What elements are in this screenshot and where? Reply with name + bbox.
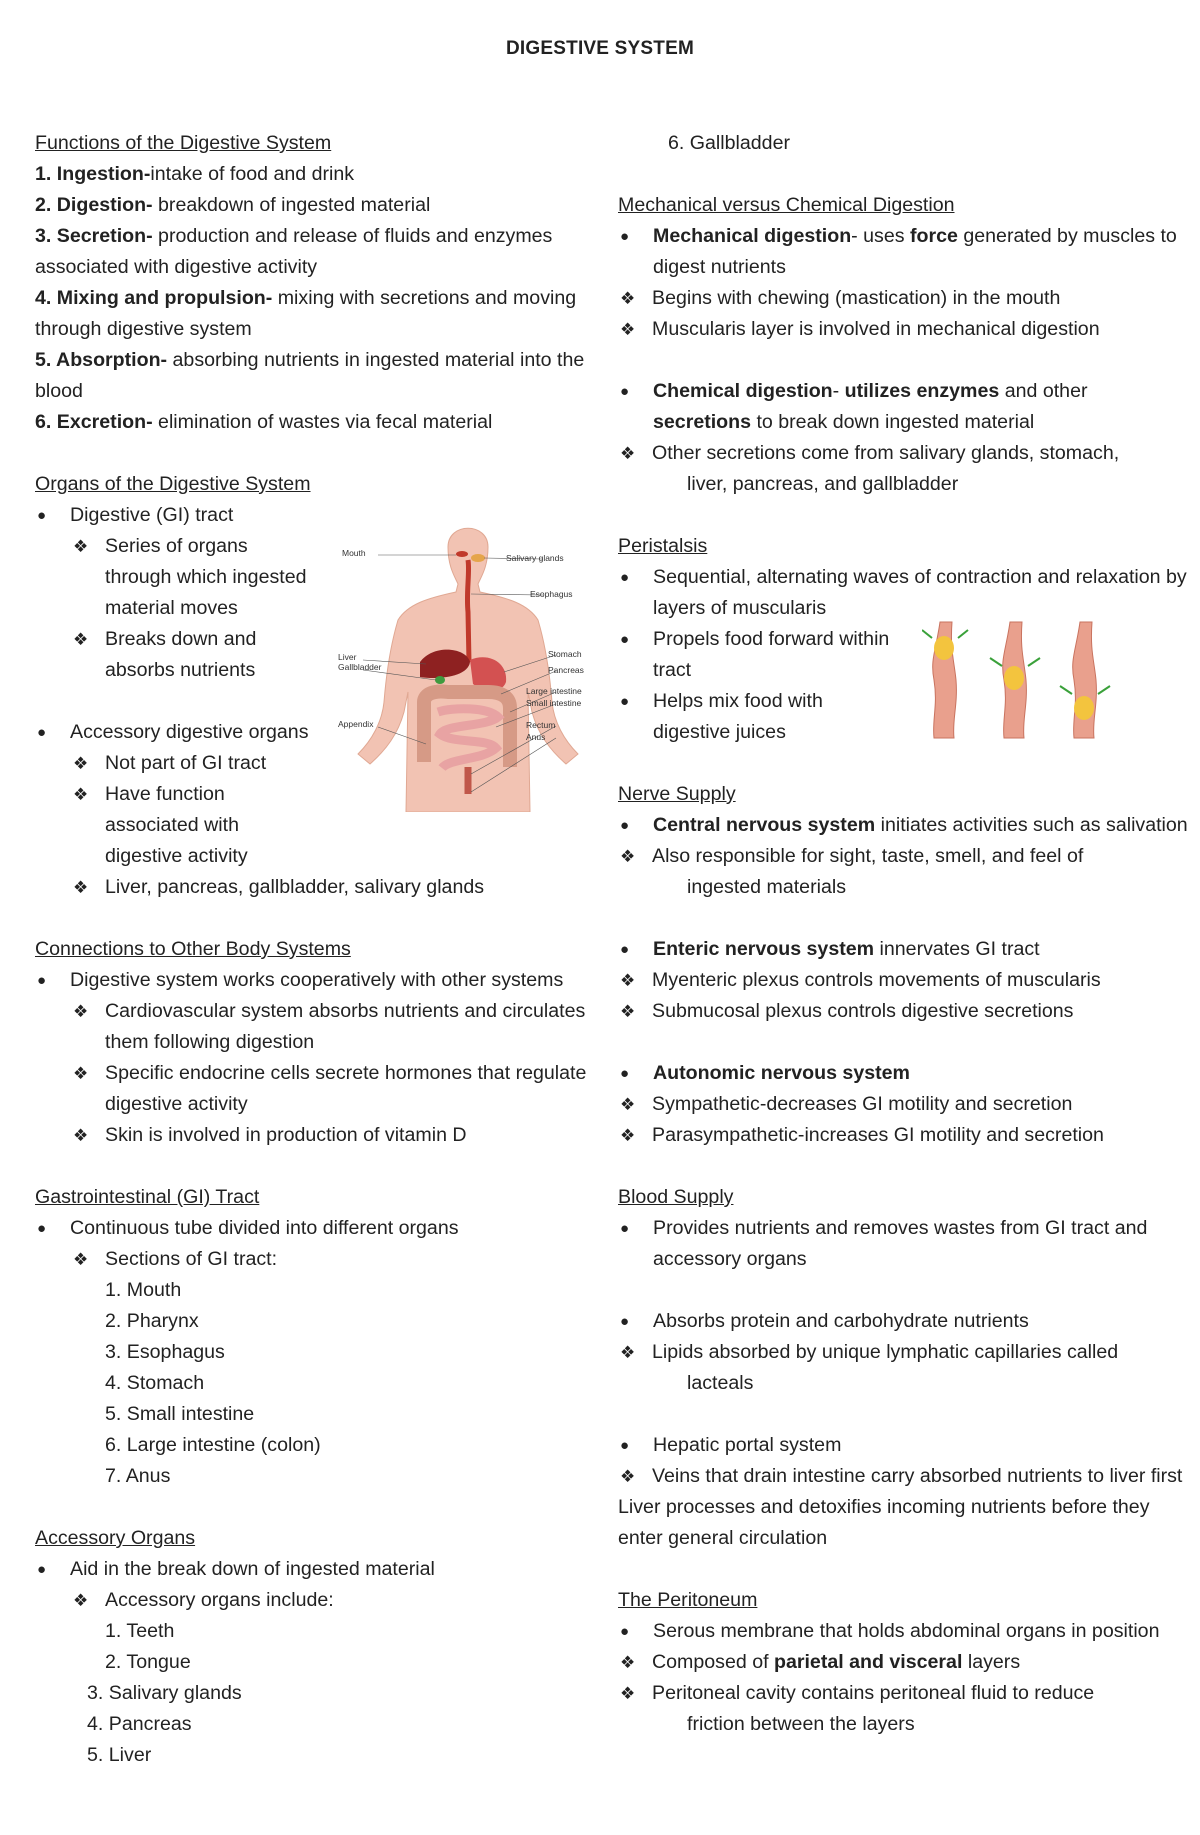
list-item: ● Absorbs protein and carbohydrate nutrients bbox=[618, 1306, 1178, 1337]
numbered-item: 4. Pancreas bbox=[87, 1713, 192, 1735]
list-subitem: ❖ Liver, pancreas, gallbladder, salivary glands bbox=[35, 872, 595, 903]
list-item-cont: tract bbox=[653, 659, 692, 681]
figure-label-stomach: Stomach bbox=[548, 649, 582, 659]
numbered-item: 7. Anus bbox=[105, 1465, 171, 1487]
function-item: 6. Excretion- elimination of wastes via fecal material bbox=[35, 411, 493, 433]
figure-label-rectum: Rectum bbox=[526, 720, 556, 730]
figure-label-mouth: Mouth bbox=[342, 548, 366, 558]
list-subitem: ❖ Sections of GI tract: bbox=[35, 1244, 595, 1275]
numbered-item: 4. Stomach bbox=[105, 1372, 205, 1394]
list-item-cont: digestive juices bbox=[653, 721, 786, 743]
figure-label-large-intestine: Large intestine bbox=[526, 686, 582, 696]
list-subitem: ❖ Peritoneal cavity contains peritoneal fluid to reduce bbox=[618, 1678, 1178, 1709]
numbered-item: 6. Gallbladder bbox=[668, 132, 790, 154]
section-heading-functions: Functions of the Digestive System bbox=[35, 132, 332, 154]
list-subitem-cont: digestive activity bbox=[105, 845, 248, 867]
list-subitem: ❖ Have function bbox=[35, 779, 595, 810]
list-subitem: ❖ Veins that drain intestine carry absorbed nutrients to liver first bbox=[618, 1461, 1178, 1492]
list-subitem-cont: lacteals bbox=[687, 1372, 754, 1394]
section-heading-organs: Organs of the Digestive System bbox=[35, 473, 311, 495]
list-subitem-cont: through which ingested bbox=[105, 566, 307, 588]
figure-label-salivary-glands: Salivary glands bbox=[506, 553, 564, 563]
list-item-cont: digest nutrients bbox=[653, 256, 786, 278]
list-subitem: ❖ Not part of GI tract bbox=[35, 748, 595, 779]
numbered-item: 1. Mouth bbox=[105, 1279, 182, 1301]
list-subitem: ❖ Cardiovascular system absorbs nutrients and circulates bbox=[35, 996, 595, 1027]
list-item: ● Provides nutrients and removes wastes from GI tract and bbox=[618, 1213, 1178, 1244]
list-subitem: ❖ Series of organs bbox=[35, 531, 595, 562]
function-item-cont: blood bbox=[35, 380, 83, 402]
list-subitem: ❖ Specific endocrine cells secrete hormones that regulate bbox=[35, 1058, 595, 1089]
list-item: ● Enteric nervous system innervates GI tract bbox=[618, 934, 1178, 965]
section-heading-peristalsis: Peristalsis bbox=[618, 535, 708, 557]
list-subitem: ❖ Composed of parietal and visceral layers bbox=[618, 1647, 1178, 1678]
list-subitem-cont: digestive activity bbox=[105, 1093, 248, 1115]
section-heading-connections: Connections to Other Body Systems bbox=[35, 938, 351, 960]
right-column bbox=[618, 128, 1188, 1740]
list-item-cont: accessory organs bbox=[653, 1248, 807, 1270]
list-item: ● Propels food forward within bbox=[618, 624, 1178, 655]
list-item: ● Continuous tube divided into different organs bbox=[35, 1213, 595, 1244]
numbered-item: 1. Teeth bbox=[105, 1620, 175, 1642]
figure-label-anus: Anus bbox=[526, 732, 546, 742]
section-heading-blood-supply: Blood Supply bbox=[618, 1186, 734, 1208]
section-heading-mechanical-chemical: Mechanical versus Chemical Digestion bbox=[618, 194, 955, 216]
list-item: ● Central nervous system initiates activities such as salivation bbox=[618, 810, 1178, 841]
section-heading-peritoneum: The Peritoneum bbox=[618, 1589, 758, 1611]
list-item: ● Sequential, alternating waves of contraction and relaxation by bbox=[618, 562, 1178, 593]
function-item: 4. Mixing and propulsion- mixing with secretions and moving bbox=[35, 287, 577, 309]
list-subitem: ❖ Parasympathetic-increases GI motility and secretion bbox=[618, 1120, 1178, 1151]
list-subitem: ❖ Sympathetic-decreases GI motility and secretion bbox=[618, 1089, 1178, 1120]
list-subitem: ❖ Lipids absorbed by unique lymphatic capillaries called bbox=[618, 1337, 1178, 1368]
page-title: DIGESTIVE SYSTEM bbox=[506, 38, 694, 59]
list-subitem: ❖ Muscularis layer is involved in mechanical digestion bbox=[618, 314, 1178, 345]
list-item: ● Helps mix food with bbox=[618, 686, 1178, 717]
list-subitem: ❖ Begins with chewing (mastication) in the mouth bbox=[618, 283, 1178, 314]
list-subitem: ❖ Skin is involved in production of vitamin D bbox=[35, 1120, 595, 1151]
list-subitem-cont: them following digestion bbox=[105, 1031, 315, 1053]
list-subitem: ❖ Other secretions come from salivary glands, stomach, bbox=[618, 438, 1178, 469]
numbered-item: 2. Pharynx bbox=[105, 1310, 199, 1332]
list-subitem-cont: ingested materials bbox=[687, 876, 847, 898]
paragraph-line: enter general circulation bbox=[618, 1527, 828, 1549]
left-column bbox=[35, 128, 595, 1771]
numbered-item: 6. Large intestine (colon) bbox=[105, 1434, 321, 1456]
list-item-cont: secretions to break down ingested material bbox=[653, 411, 1035, 433]
list-subitem: ❖ Breaks down and bbox=[35, 624, 595, 655]
numbered-item: 2. Tongue bbox=[105, 1651, 191, 1673]
numbered-item: 5. Small intestine bbox=[105, 1403, 255, 1425]
section-heading-gi-tract: Gastrointestinal (GI) Tract bbox=[35, 1186, 260, 1208]
function-item-cont: through digestive system bbox=[35, 318, 252, 340]
list-subitem-cont: associated with bbox=[105, 814, 239, 836]
list-item-cont: layers of muscularis bbox=[653, 597, 827, 619]
list-item: ● Mechanical digestion- uses force generated by muscles to bbox=[618, 221, 1178, 252]
figure-label-pancreas: Pancreas bbox=[548, 665, 584, 675]
section-heading-nerve-supply: Nerve Supply bbox=[618, 783, 736, 805]
list-item: ● Hepatic portal system bbox=[618, 1430, 1178, 1461]
numbered-item: 3. Salivary glands bbox=[87, 1682, 242, 1704]
list-item: ● Digestive system works cooperatively with other systems bbox=[35, 965, 595, 996]
figure-label-gallbladder: Gallbladder bbox=[338, 662, 382, 672]
section-heading-accessory-organs: Accessory Organs bbox=[35, 1527, 196, 1549]
list-subitem-cont: material moves bbox=[105, 597, 238, 619]
list-item: ● Autonomic nervous system bbox=[618, 1058, 1178, 1089]
list-subitem-cont: liver, pancreas, and gallbladder bbox=[687, 473, 959, 495]
list-subitem-cont: absorbs nutrients bbox=[105, 659, 256, 681]
peristalsis-illustration bbox=[922, 620, 1127, 740]
function-item: 2. Digestion- breakdown of ingested material bbox=[35, 194, 431, 216]
list-item: ● Aid in the break down of ingested material bbox=[35, 1554, 595, 1585]
digestive-system-illustration bbox=[338, 512, 595, 812]
list-subitem: ❖ Submucosal plexus controls digestive secretions bbox=[618, 996, 1178, 1027]
figure-label-small-intestine: Small intestine bbox=[526, 698, 582, 708]
list-subitem: ❖ Accessory organs include: bbox=[35, 1585, 595, 1616]
function-item: 1. Ingestion-intake of food and drink bbox=[35, 163, 355, 185]
figure-label-appendix: Appendix bbox=[338, 719, 374, 729]
function-item-cont: associated with digestive activity bbox=[35, 256, 318, 278]
numbered-item: 5. Liver bbox=[87, 1744, 152, 1766]
figure-label-esophagus: Esophagus bbox=[530, 589, 573, 599]
list-item: ● Chemical digestion- utilizes enzymes and other bbox=[618, 376, 1178, 407]
numbered-item: 3. Esophagus bbox=[105, 1341, 225, 1363]
list-item: ● Accessory digestive organs bbox=[35, 717, 595, 748]
paragraph-line: Liver processes and detoxifies incoming nutrients before they bbox=[618, 1496, 1150, 1518]
function-item: 5. Absorption- absorbing nutrients in ingested material into the bbox=[35, 349, 585, 371]
figure-label-liver: Liver bbox=[338, 652, 357, 662]
list-subitem: ❖ Also responsible for sight, taste, smell, and feel of bbox=[618, 841, 1178, 872]
list-subitem-cont: friction between the layers bbox=[687, 1713, 915, 1735]
list-subitem: ❖ Myenteric plexus controls movements of muscularis bbox=[618, 965, 1178, 996]
list-item: ● Digestive (GI) tract bbox=[35, 500, 595, 531]
function-item: 3. Secretion- production and release of fluids and enzymes bbox=[35, 225, 553, 247]
list-item: ● Serous membrane that holds abdominal organs in position bbox=[618, 1616, 1178, 1647]
